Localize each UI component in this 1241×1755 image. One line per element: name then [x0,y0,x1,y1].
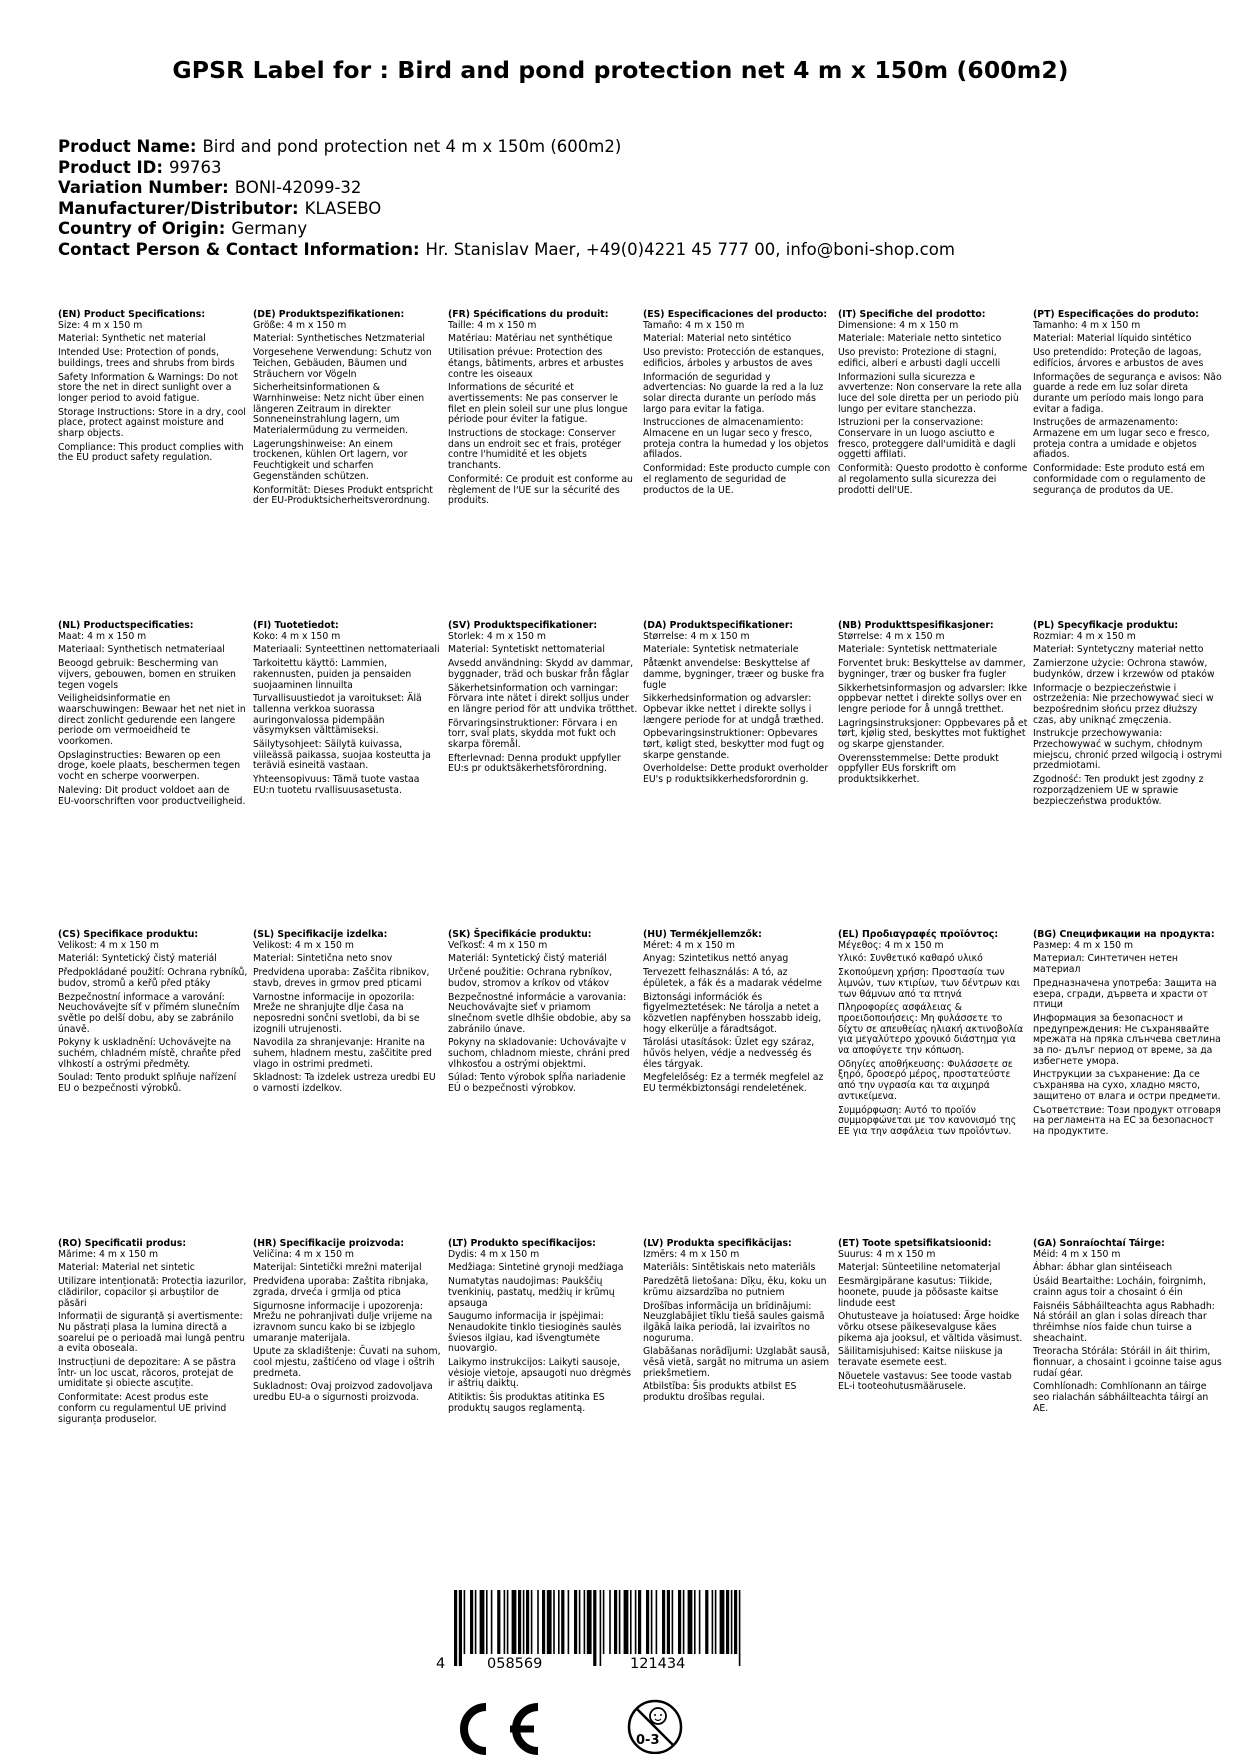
spec-block [838,621,1028,789]
spec-line: Turvallisuustiedot ja varoitukset: Älä tallenna verkkoa suorassa auringonvalossa pidempään väsymyksen välttämiseksi. [253,693,422,737]
spec-line: Информация за безопасност и предупреждения: Не съхранявайте мрежата на пряка слънчева светлина за по- дълъг период от време, за да избегнете умора. [1033,1012,1221,1067]
spec-line: Bezpečnostní informace a varování: Neuchovávejte síť v přímém slunečním světle po delší dobu, aby se zabránilo únavě. [58,991,240,1035]
spec-block [253,1239,443,1407]
spec-line: Eesmärgipärane kasutus: Tiikide, hoonete, puude ja põõsaste kaitse lindude eest [838,1276,999,1309]
barcode-bar [537,1590,539,1654]
spec-line: Skladnost: Ta izdelek ustreza uredbi EU o varnosti izdelkov. [253,1072,436,1095]
info-value: Hr. Stanislav Maer, +49(0)4221 45 777 00, info@boni-shop.com [425,239,955,259]
spec-block [58,621,248,810]
barcode-bar [672,1590,674,1654]
spec-line: Dimensione: 4 m x 150 m [838,319,959,331]
barcode-bar [584,1590,586,1654]
spec-line: Materiale: Syntetisk netmateriale [643,644,799,656]
barcode-digit-lead: 4 [436,1656,446,1672]
spec-line: Säilitamisjuhised: Kaitse niiskuse ja teravate esemete eest. [838,1346,1003,1369]
spec-line: Veľkosť: 4 m x 150 m [448,939,548,951]
spec-line: Säilytysohjeet: Säilytä kuivassa, viileässä paikassa, suojaa kosteutta ja teräviä esineitä vastaan. [253,739,431,772]
info-value: BONI-42099-32 [234,178,362,198]
spec-line: Größe: 4 m x 150 m [253,319,347,331]
spec-line: Instruções de armazenamento: Armazene em um lugar seco e fresco, proteja contra a umidade e objetos afiados. [1033,417,1210,461]
barcode-digits-right: 121434 [630,1656,686,1672]
spec-line: Dydis: 4 m x 150 m [448,1248,540,1260]
spec-block [1033,1239,1223,1418]
spec-line: Materiaali: Synteettinen nettomateriaali [253,644,440,656]
spec-line: Ohutusteave ja hoiatused: Ärge hoidke võrku otsese päikesevalguse käes pikema aja jooksul, et vältida väsimust. [838,1311,1023,1344]
barcode-bar [600,1590,602,1666]
spec-line: Compliance: This product complies with the EU product safety regulation. [58,441,244,464]
spec-line: Koko: 4 m x 150 m [253,630,341,642]
spec-line: Faisnéis Sábháilteachta agus Rabhadh: Ná stóráil an glan i solas díreach thar thréimhse níos faide chun tuirse a sheachaint. [1033,1300,1215,1344]
barcode-bar [486,1590,488,1654]
spec-line: Zamierzone użycie: Ochrona stawów, budynków, drzew i krzewów od ptaków [1033,658,1215,680]
spec-line: Materiale: Syntetisk nettmateriale [838,644,998,656]
spec-line: Atitiktis: Šis produktas atitinka ES produktų saugos reglamentą. [448,1392,605,1414]
spec-block [643,930,833,1098]
barcode-bar [526,1590,529,1654]
barcode-bar [726,1590,729,1654]
spec-line: Méid: 4 m x 150 m [1033,1248,1121,1260]
spec-line: Forventet bruk: Beskyttelse av dammer, bygninger, trær og busker fra fugler [838,658,1026,680]
spec-block [448,930,638,1098]
spec-line: Intended Use: Protection of ponds, buildings, trees and shrubs from birds [58,347,235,369]
info-key: Manufacturer/Distributor: [58,198,299,218]
spec-line: Размер: 4 m x 150 m [1033,939,1134,951]
spec-line: Beoogd gebruik: Bescherming van vijvers, gebouwen, bomen en struiken tegen vogels [58,658,236,691]
spec-line: Material: Sintetična neto snov [253,953,393,965]
spec-block [643,310,833,499]
spec-line: Bezpečnostné informácie a varovania: Neuchovávajte sieť v priamom slnečnom svetle dlhšie obdobie, aby sa zabránilo únave. [448,991,632,1035]
spec-line: Overholdelse: Dette produkt overholder EU's p roduktsikkerhedsforordnin g. [643,763,829,786]
barcode-bar [635,1590,637,1654]
barcode-bar [587,1590,592,1654]
info-value: KLASEBO [304,198,382,218]
barcode-bar [731,1590,733,1654]
barcode-bar [683,1590,685,1654]
spec-heading: (SV) Produktspecifikationer: [448,620,598,631]
barcode-bar [646,1590,649,1654]
spec-line: Tárolási utasítások: Üzlet egy száraz, hűvös helyen, védje a nedvesség és éles tárgyak. [643,1037,815,1070]
spec-line: Lagringsinstruksjoner: Oppbevares på et tørt, kjølig sted, beskyttes mot fuktighet og skarpe gjenstander. [838,717,1028,751]
barcode [432,1590,762,1680]
barcode-digits-left: 058569 [487,1656,543,1672]
spec-line: Navodila za shranjevanje: Hranite na suhem, hladnem mestu, zaščitite pred vlago in ostrimi predmeti. [253,1037,432,1070]
spec-line: Vorgesehene Verwendung: Schutz von Teichen, Gebäuden, Bäumen und Sträuchern vor Vögeln [253,347,432,380]
age-label: 0-3 [636,1733,660,1748]
spec-line: Velikost: 4 m x 150 m [58,939,159,951]
info-key: Product ID: [58,157,163,177]
spec-block [58,310,248,467]
spec-line: Storage Instructions: Store in a dry, cool place, protect against moisture and sharp objects. [58,406,246,440]
spec-line: Drošības informācija un brīdinājumi: Neuzglabājiet tīklu tiešā saules gaismā ilgākā laika periodā, lai izvairītos no noguruma. [643,1300,825,1344]
info-key: Product Name: [58,137,197,156]
spec-line: Pokyny na skladovanie: Uchovávajte v suchom, chladnom mieste, chráni pred vlhkosťou a ostrými objektmi. [448,1037,630,1070]
spec-line: Pokyny k uskladnění: Uchovávejte na suchém, chladném místě, chraňte před vlhkostí a ostrými předměty. [58,1037,241,1070]
spec-line: Velikost: 4 m x 150 m [253,939,354,951]
spec-line: Sicherheitsinformationen & Warnhinweise: Netz nicht über einen längeren Zeitraum in direkter Sonneneinstrahlung lagern, um Materialermüdung zu vermeiden. [253,382,425,437]
spec-block [253,930,443,1098]
spec-line: Material: Material líquido sintético [1033,333,1192,345]
barcode-bar [712,1590,714,1654]
spec-block [643,621,833,789]
spec-line: Størrelse: 4 m x 150 m [838,630,945,642]
spec-line: Opslaginstructies: Bewaren op een droge, koele plaats, beschermen tegen vocht en scherpe voorwerpen. [58,749,241,783]
spec-heading: (HU) Termékjellemzők: [643,929,762,940]
barcode-bar [734,1590,737,1654]
barcode-bar [464,1590,466,1654]
spec-line: Material: Synthetic net material [58,333,206,345]
barcode-bar [507,1590,509,1654]
spec-line: Informacje o bezpieczeństwie i ostrzeżenia: Nie przechowywać sieci w bezpośrednim słońcu przez dłuższy czas, aby uniknąć zmęczenia. [1033,682,1214,726]
spec-heading: (FI) Tuotetiedot: [253,620,339,631]
spec-block [448,621,638,778]
spec-line: Material: Material neto sintético [643,333,792,345]
spec-line: Material: Synthetisches Netzmaterial [253,333,426,345]
barcode-bar [593,1590,596,1666]
spec-block [1033,310,1223,499]
barcode-bar [619,1590,621,1654]
spec-line: Størrelse: 4 m x 150 m [643,630,750,642]
spec-line: Conformità: Questo prodotto è conforme al regolamento sulla sicurezza dei prodotti dell'UE. [838,463,1028,496]
spec-block [448,1239,638,1418]
barcode-bar [651,1590,653,1654]
barcode-bar [638,1590,641,1654]
spec-line: Ábhar: ábhar glan sintéiseach [1033,1262,1173,1274]
spec-line: Varnostne informacije in opozorila: Mreže ne shranjujte dlje časa na neposredni sončni svetlobi, da bi se izognili utrujenosti. [253,991,420,1035]
spec-heading: (NB) Produkttspesifikasjoner: [838,620,994,631]
spec-line: Tervezett felhasználás: A tó, az épületek, a fák és a madarak védelme [643,967,823,989]
ce-mark-icon [450,1703,542,1755]
spec-line: Mărime: 4 m x 150 m [58,1248,159,1260]
barcode-bar [609,1590,611,1654]
spec-block [838,930,1028,1141]
spec-line: Informazioni sulla sicurezza e avvertenze: Non conservare la rete alla luce del sole diretta per un periodo più lungo per evitare stanchezza. [838,371,1022,415]
barcode-bar [579,1590,581,1654]
spec-line: Πληροφορίες ασφάλειας & προειδοποιήσεις: Μη φυλάσσετε το δίχτυ σε απευθείας ηλιακή ακτινοβολία για μεγαλύτερο χρονικό διάστημα για να αποφύγετε την κόπωση. [838,1002,1024,1057]
spec-line: Förvaringsinstruktioner: Förvara i en torr, sval plats, skydda mot fukt och skarpa föremål. [448,717,618,751]
spec-heading: (ES) Especificaciones del producto: [643,309,828,320]
spec-line: Materiał: Syntetyczny materiał netto [1033,644,1204,656]
spec-line: Avsedd användning: Skydd av dammar, byggnader, träd och buskar från fåglar [448,658,634,680]
spec-line: Sikkerhetsinformasjon og advarsler: Ikke oppbevar nettet i direkte sollys over en lengre periode for å unngå tretthet. [838,682,1028,715]
barcode-bar [459,1590,462,1666]
barcode-bar [630,1590,632,1654]
spec-line: Conformidade: Este produto está em conformidade com o regulamento de segurança de produtos da UE. [1033,463,1206,496]
spec-line: Suurus: 4 m x 150 m [838,1248,936,1260]
info-value: 99763 [168,157,222,177]
barcode-bar [553,1590,555,1654]
spec-block [1033,621,1223,810]
spec-line: Instrukcje przechowywania: Przechowywać w suchym, chłodnym miejscu, chronić przed wilgocią i ostrymi przedmiotami. [1033,728,1223,772]
spec-line: Úsáid Beartaithe: Locháin, foirgnimh, crainn agus toir a chosaint ó éin [1033,1276,1206,1298]
spec-line: Lagerungshinweise: An einem trockenen, kühlen Ort lagern, vor Feuchtigkeit und scharfen Gegenständen schützen. [253,438,408,482]
spec-line: Uso previsto: Protezione di stagni, edifici, alberi e arbusti dagli uccelli [838,347,1001,369]
info-key: Variation Number: [58,178,229,198]
spec-line: Utilizare intenționată: Protecția iazurilor, clădirilor, copacilor și arbuștilor de păsări [58,1276,247,1309]
spec-line: Påtænkt anvendelse: Beskyttelse af damme, bygninger, træer og buske fra fugle [643,658,825,691]
spec-line: Konformität: Dieses Produkt entspricht der EU-Produktsicherheitsverordnung. [253,484,433,507]
spec-line: Materijal: Sintetički mrežni materijal [253,1262,422,1274]
spec-line: Izmērs: 4 m x 150 m [643,1248,740,1260]
barcode-bar [558,1590,560,1654]
spec-block [643,1239,833,1407]
barcode-bar [454,1590,457,1666]
info-value: Bird and pond protection net 4 m x 150m (600m2) [202,137,622,156]
spec-line: Méret: 4 m x 150 m [643,939,735,951]
spec-line: Uso previsto: Protección de estanques, edificios, árboles y arbustos de aves [643,347,825,369]
spec-line: Tarkoitettu käyttö: Lammien, rakennusten, puiden ja pensaiden suojaaminen linnuilta [253,658,412,691]
spec-block [1033,930,1223,1141]
spec-line: Información de seguridad y advertencias: No guarde la red a la luz solar directa durante un período más largo para evitar la fatiga. [643,371,824,415]
spec-line: Tamaño: 4 m x 150 m [643,319,745,331]
spec-line: Sikkerhedsinformation og advarsler: Opbevar ikke nettet i direkte sollys i længere periode for at undgå træthed. [643,693,824,726]
spec-line: Naleving: Dit product voldoet aan de EU-voorschriften voor productveiligheid. [58,784,246,807]
spec-heading: (PT) Especificações do produto: [1033,309,1199,320]
spec-heading: (LT) Produkto specifikacijos: [448,1238,596,1249]
spec-line: Materiāls: Sintētiskais neto materiāls [643,1262,816,1274]
spec-line: Laikymo instrukcijos: Laikyti sausoje, vėsioje vietoje, apsaugoti nuo drėgmės ir aštrių daiktų. [448,1357,632,1390]
spec-line: Υλικό: Συνθετικό καθαρό υλικό [838,953,983,965]
barcode-bar [523,1590,525,1654]
barcode-bar [614,1590,617,1654]
info-value: Germany [231,219,308,239]
spec-line: Tamanho: 4 m x 150 m [1033,319,1141,331]
barcode-bar [547,1590,552,1654]
barcode-bar [688,1590,693,1654]
barcode-bar [574,1590,577,1654]
barcode-bars [432,1590,762,1670]
spec-line: Säkerhetsinformation och varningar: Förvara inte nätet i direkt solljus under en längre period för att undvika trötthet. [448,682,638,715]
barcode-bar [624,1590,629,1654]
spec-line: Comhlíonadh: Comhlíonann an táirge seo rialachán sábháilteachta táirgí an AE. [1033,1381,1209,1414]
spec-heading: (EN) Product Specifications: [58,309,206,320]
barcode-bar [715,1590,717,1654]
spec-heading: (LV) Produkta specifikācijas: [643,1238,792,1249]
spec-line: Atbilstība: Šis produkts atbilst ES produktu drošības regulai. [643,1381,797,1404]
spec-line: Upute za skladištenje: Čuvati na suhom, cool mjestu, zaštićeno od vlage i oštrih predmeta. [253,1346,441,1379]
barcode-bar [561,1590,564,1654]
info-key: Country of Origin: [58,219,226,239]
spec-heading: (HR) Specifikacije proizvoda: [253,1238,405,1249]
spec-line: Saugumo informacija ir įspėjimai: Nenaudokite tinklo tiesioginės saulės šviesos ilgiau, kad išvengtumėte nuovargio. [448,1311,622,1355]
spec-heading: (PL) Specyfikacje produktu: [1033,620,1179,631]
spec-line: Súlad: Tento výrobok spĺňa nariadenie EÚ o bezpečnosti výrobkov. [448,1072,626,1095]
spec-line: Numatytas naudojimas: Paukščių tvenkinių, pastatų, medžių ir krūmų apsauga [448,1276,615,1309]
barcode-bar [497,1590,500,1654]
spec-block [448,310,638,510]
barcode-bar [568,1590,570,1654]
spec-line: Paredzētā lietošana: Dīķu, ēku, koku un krūmu aizsardzība no putniem [643,1276,827,1298]
spec-line: Megfelelőség: Ez a termék megfelel az EU termékbiztonsági rendeletének. [643,1072,824,1095]
spec-line: Istruzioni per la conservazione: Conservare in un luogo asciutto e fresco, proteggere dall'umidità e dagli oggetti affilati. [838,417,1016,461]
spec-line: Matériau: Matériau net synthétique [448,333,613,345]
spec-heading: (SL) Specifikacije izdelka: [253,929,388,940]
spec-line: Size: 4 m x 150 m [58,319,143,331]
spec-line: Určené použitie: Ochrana rybníkov, budov, stromov a kríkov od vtákov [448,967,613,989]
spec-line: Uso pretendido: Proteção de lagoas, edifícios, árvores e arbustos de aves [1033,347,1204,369]
spec-line: Soulad: Tento produkt splňuje nařízení EU o bezpečnosti výrobků. [58,1072,237,1095]
spec-heading: (CS) Specifikace produktu: [58,929,199,940]
spec-line: Conformité: Ce produit est conforme au règlement de l'UE sur la sécurité des produits. [448,473,633,507]
barcode-bar [694,1590,696,1654]
spec-line: Materiál: Syntetický čistý materiál [448,953,607,965]
spec-line: Storlek: 4 m x 150 m [448,630,546,642]
spec-line: Informații de siguranță și avertismente: Nu păstrați plasa la lumina directă a soarelui pe o perioadă mai lungă pentru a evita oboseala. [58,1311,245,1355]
spec-heading: (EL) Προδιαγραφές προϊόντος: [838,929,999,940]
spec-line: Treoracha Stórála: Stóráil in áit thirim, fionnuar, a chosaint i gcoinne taise agus rudaí géar. [1033,1346,1222,1379]
barcode-bar [475,1590,477,1654]
spec-line: Οδηγίες αποθήκευσης: Φυλάσσετε σε ξηρό, δροσερό μέρος, προστατεύστε από την υγρασία και τα αιχμηρά αντικείμενα. [838,1058,1013,1102]
spec-block [253,621,443,800]
spec-block [58,1239,248,1428]
spec-heading: (BG) Спецификации на продукта: [1033,929,1215,940]
spec-heading: (FR) Spécifications du produit: [448,309,609,320]
spec-line: Predvidena uporaba: Zaščita ribnikov, stavb, dreves in grmov pred pticami [253,967,430,989]
spec-line: Materiál: Syntetický čistý materiál [58,953,217,965]
spec-line: Rozmiar: 4 m x 150 m [1033,630,1136,642]
spec-line: Veličina: 4 m x 150 m [253,1248,354,1260]
barcode-bar [739,1590,741,1666]
spec-line: Zgodność: Ten produkt jest zgodny z rozporządzeniem UE w sprawie bezpieczeństwa produktów. [1033,774,1204,807]
spec-line: Yhteensopivuus: Tämä tuote vastaa EU:n tuotetu rvallisuusasetusta. [253,774,420,796]
barcode-bar [504,1590,506,1654]
spec-line: Informações de segurança e avisos: Não guarde a rede em luz solar direta durante um período mais longo para evitar a fadiga. [1033,371,1222,415]
barcode-bar [678,1590,681,1654]
spec-block [838,1239,1028,1396]
spec-line: Predviđena uporaba: Zaštita ribnjaka, zgrada, drveća i grmlja od ptica [253,1276,429,1298]
page-title: GPSR Label for : Bird and pond protection net 4 m x 150m (600m2) [172,56,1069,84]
spec-line: Glabāšanas norādījumi: Uzglabāt sausā, vēsā vietā, sargāt no mitruma un asiem priekšmetiem. [643,1346,830,1379]
spec-line: Instrucciones de almacenamiento: Almacene en un lugar seco y fresco, proteja contra la humedad y los objetos afilados. [643,417,829,461]
spec-line: Veiligheidsinformatie en waarschuwingen: Bewaar het net niet in direct zonlicht gedurende een langere periode om vermoeidheid te voorkomen. [58,693,246,748]
age-warning-icon [622,1697,688,1754]
spec-line: Μέγεθος: 4 m x 150 m [838,939,944,951]
spec-line: Material: Material net sintetic [58,1262,195,1274]
spec-line: Conformitate: Acest produs este conform cu regulamentul UE privind siguranța produselor. [58,1392,227,1425]
spec-heading: (RO) Specificatii produs: [58,1238,187,1249]
spec-block [58,930,248,1098]
spec-heading: (SK) Špecifikácie produktu: [448,929,592,940]
spec-line: Materjal: Sünteetiline netomaterjal [838,1262,1001,1274]
spec-heading: (NL) Productspecificaties: [58,620,194,631]
spec-line: Anyag: Szintetikus nettó anyag [643,953,789,965]
spec-line: Sigurnosne informacije i upozorenja: Mrežu ne pohranjivati dulje vrijeme na izravnom suncu kako bi se izbjeglo umaranje materijala. [253,1300,433,1344]
spec-block [838,310,1028,499]
barcode-bar [705,1590,708,1654]
spec-heading: (DA) Produktspecifikationer: [643,620,794,631]
spec-line: Предназначена употреба: Защита на езера, сгради, дървета и храсти от птици [1033,977,1217,1011]
spec-line: Biztonsági információk és figyelmeztetések: Ne tárolja a netet a közvetlen napfényben hosszabb ideig, hogy elkerülje a fáradtságot. [643,991,822,1035]
spec-line: Instrucțiuni de depozitare: A se păstra într- un loc uscat, răcoros, protejat de umiditate și obiecte ascuțite. [58,1357,236,1390]
spec-block [253,310,443,510]
barcode-bar [480,1590,485,1654]
barcode-bar [491,1590,493,1654]
spec-line: Sukladnost: Ovaj proizvod zadovoljava uredbu EU-a o sigurnosti proizvoda. [253,1381,433,1404]
barcode-bar [720,1590,725,1654]
spec-grid [58,0,1241,1754]
spec-line: Materiaal: Synthetisch netmateriaal [58,644,225,656]
spec-line: Съответствие: Този продукт отговаря на регламента на ЕС за безопасност на продуктите. [1033,1104,1221,1137]
barcode-bar [699,1590,701,1654]
spec-heading: (ET) Toote spetsifikatsioonid: [838,1238,992,1249]
barcode-bar [470,1590,473,1654]
spec-line: Efterlevnad: Denna produkt uppfyller EU:s pr oduktsäkerhetsförordning. [448,752,621,775]
spec-line: Material: Syntetiskt nettomaterial [448,644,605,656]
spec-heading: (IT) Specifiche del prodotto: [838,309,986,320]
info-key: Contact Person & Contact Information: [58,239,420,259]
barcode-bar [542,1590,545,1654]
spec-line: Taille: 4 m x 150 m [448,319,537,331]
spec-heading: (GA) Sonraíochtaí Táirge: [1033,1238,1165,1249]
spec-line: Utilisation prévue: Protection des étangs, bâtiments, arbres et arbustes contre les oiseaux [448,347,624,380]
spec-line: Předpokládané použití: Ochrana rybníků, budov, stromů a keřů před ptáky [58,967,248,989]
spec-line: Nõuetele vastavus: See toode vastab EL-i tooteohutusmäärusele. [838,1370,1012,1393]
spec-line: Σκοπούμενη χρήση: Προστασία των λιμνών, των κτιρίων, των δέντρων και των θάμνων από τα πτηνά [838,967,1020,1000]
barcode-bar [667,1590,670,1654]
barcode-bar [656,1590,658,1654]
barcode-bar [531,1590,533,1654]
spec-line: Conformidad: Este producto cumple con el reglamento de seguridad de productos de la UE. [643,463,831,496]
barcode-bar [512,1590,517,1654]
barcode-bar [518,1590,521,1654]
spec-line: Overensstemmelse: Dette produkt oppfyller EUs forskrift om produktsikkerhet. [838,752,999,786]
spec-line: Инструкции за съхранение: Да се съхранява на сухо, хладно място, защитено от влага и остри предмети. [1033,1069,1221,1102]
spec-line: Opbevaringsinstruktioner: Opbevares tørt, køligt sted, beskytter mod fugt og skarpe genstande. [643,728,825,761]
spec-line: Maat: 4 m x 150 m [58,630,147,642]
spec-line: Συμμόρφωση: Αυτό το προϊόν συμμορφώνεται με τον κανονισμό της ΕΕ για την ασφάλεια των προϊόντων. [838,1104,1017,1137]
barcode-bar [662,1590,665,1654]
spec-line: Materiale: Materiale netto sintetico [838,333,1002,345]
spec-line: Medžiaga: Sintetinė grynoji medžiaga [448,1262,624,1274]
barcode-bar [603,1590,605,1654]
spec-line: Informations de sécurité et avertissements: Ne pas conserver le filet en plein soleil sur une plus longue période pour éviter la fatigue. [448,382,628,426]
spec-heading: (DE) Produktspezifikationen: [253,309,405,320]
spec-line: Instructions de stockage: Conserver dans un endroit sec et frais, protéger contre l'humidité et les objets tranchants. [448,428,622,472]
spec-line: Материал: Синтетичен нетен материал [1033,953,1178,976]
spec-line: Safety Information & Warnings: Do not store the net in direct sunlight over a longer period to avoid fatigue. [58,371,238,404]
